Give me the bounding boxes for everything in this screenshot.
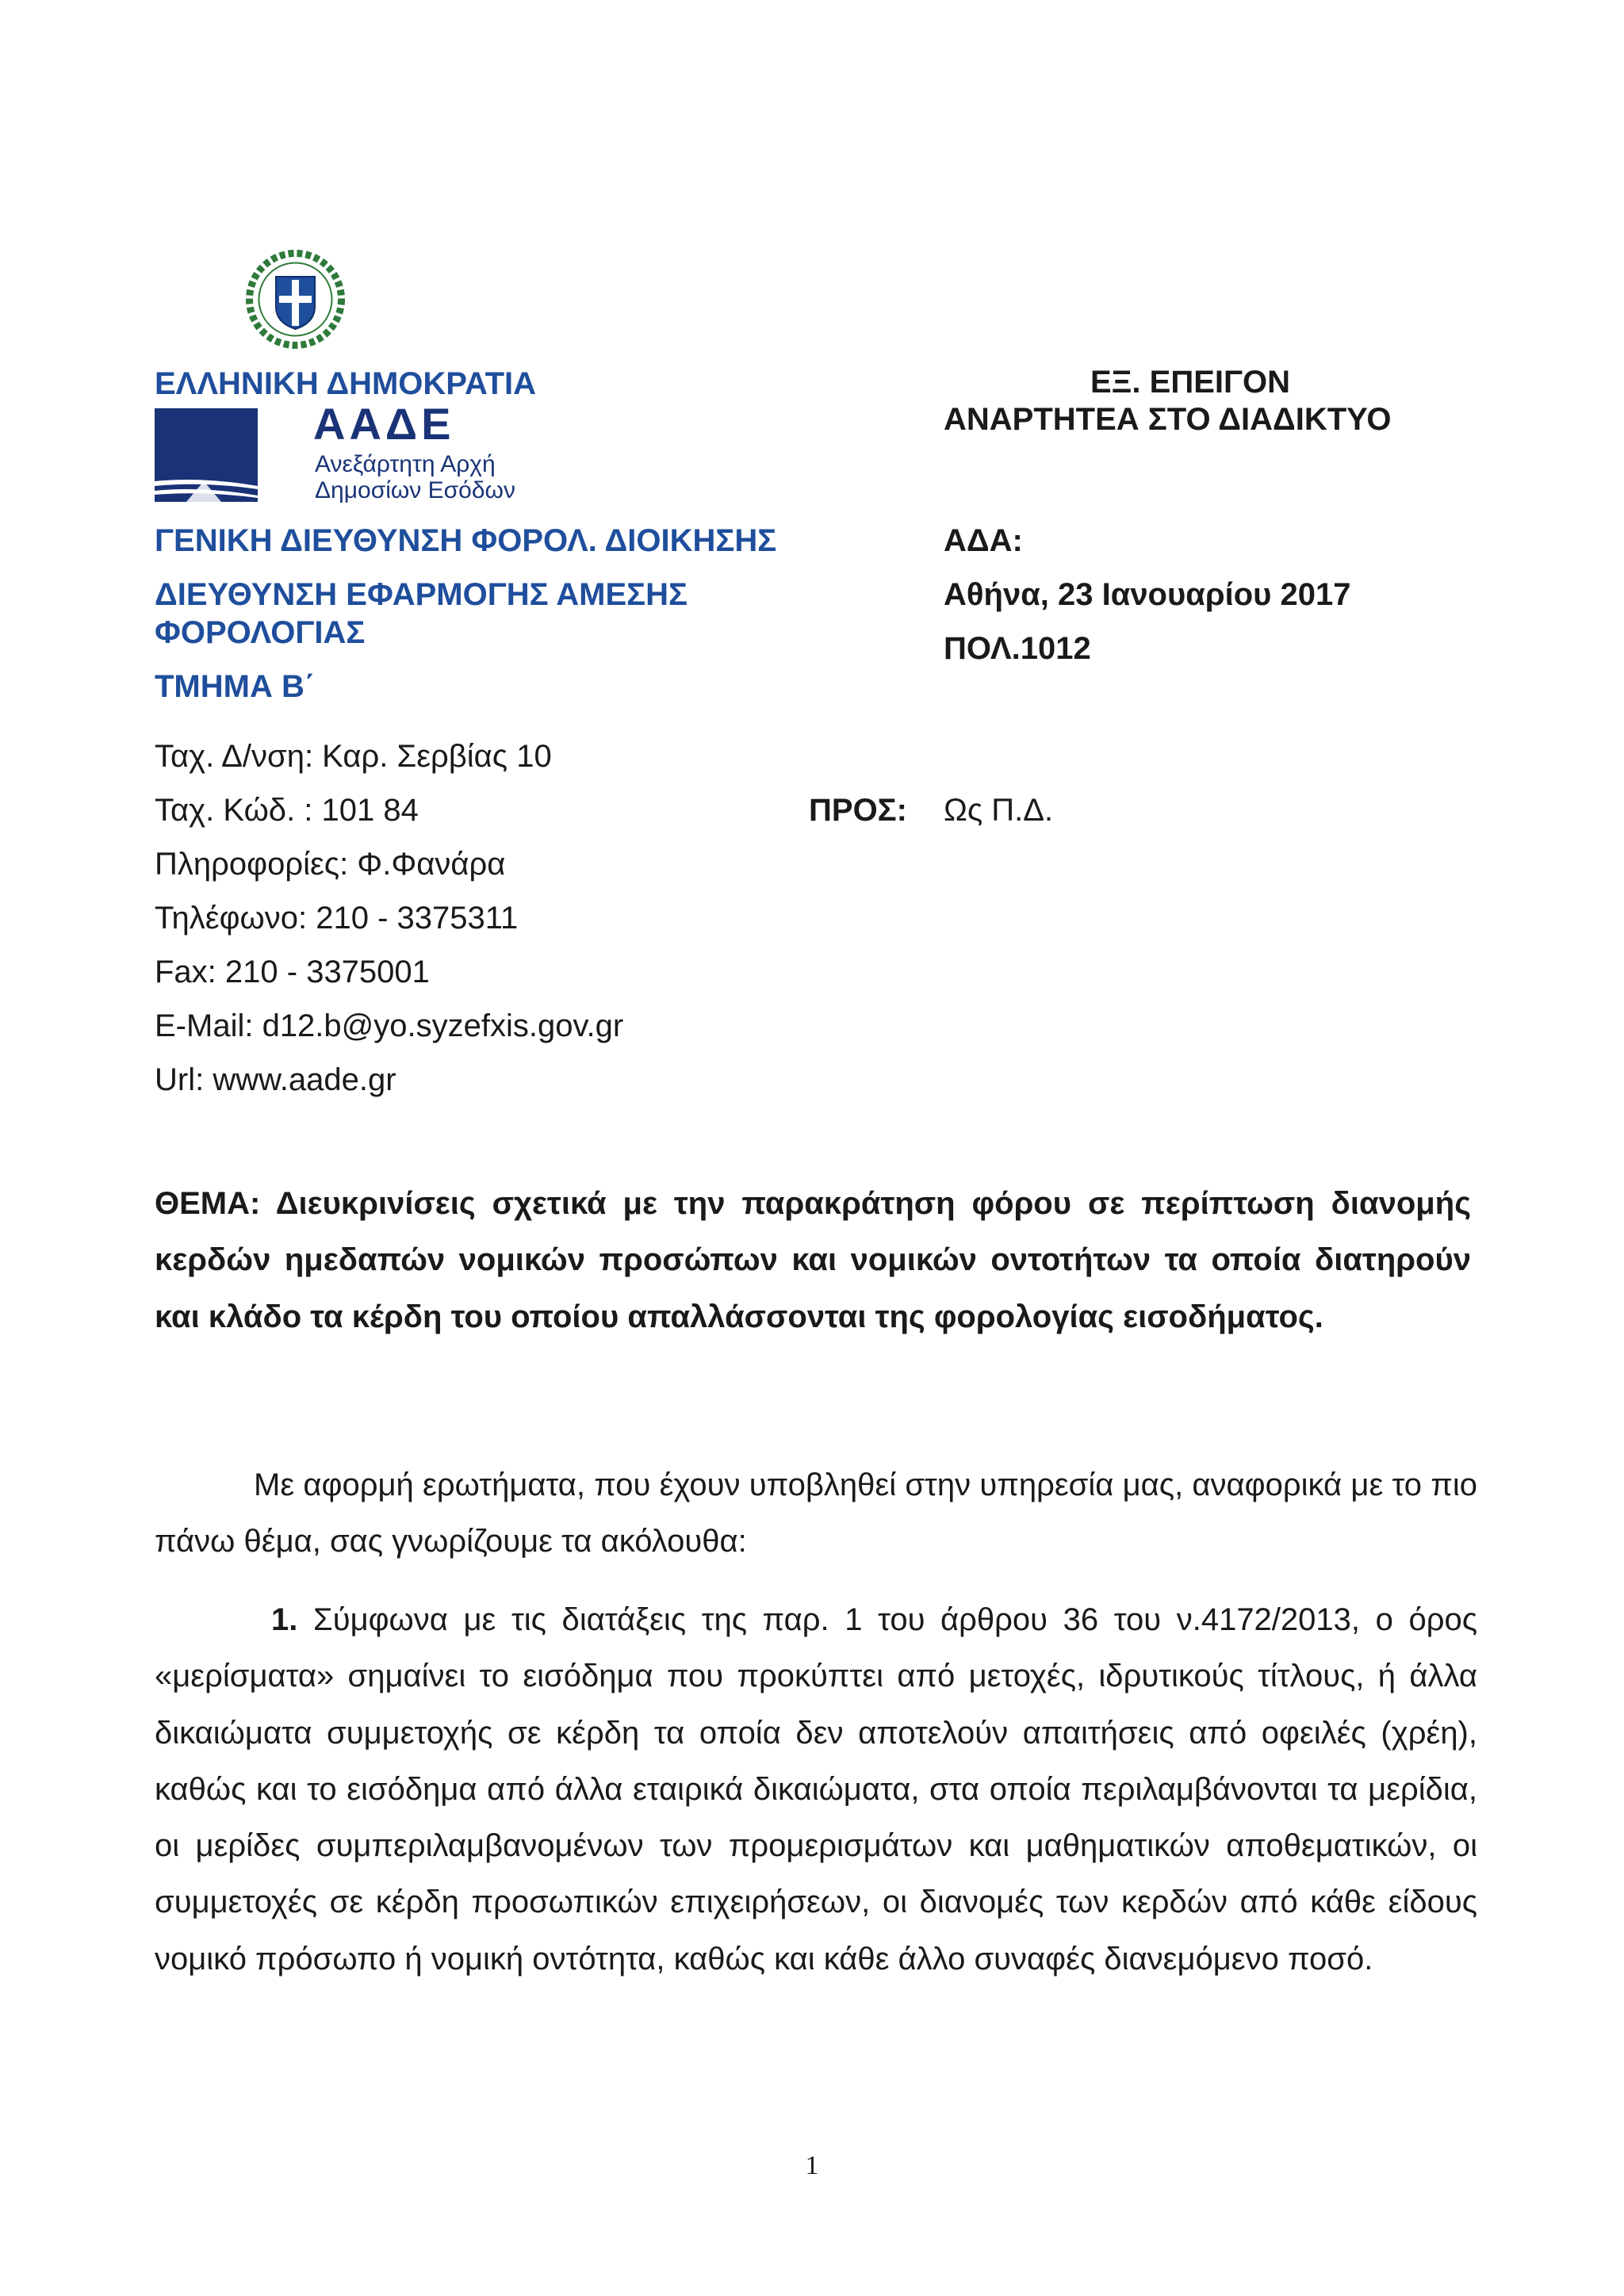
paragraph-item-1 — [155, 1592, 1477, 1988]
reference-number: ΠΟΛ.1012 — [944, 631, 1091, 666]
contact-phone: Τηλέφωνο: 210 - 3375311 — [155, 901, 519, 936]
contact-url: Url: www.aade.gr — [155, 1062, 396, 1097]
agency-short-name: ΑΑΔΕ — [313, 399, 455, 449]
item-number: 1. — [271, 1602, 298, 1637]
agency-full-name-line2: Δημοσίων Εσόδων — [315, 477, 515, 503]
greek-emblem-icon — [246, 250, 345, 349]
aade-logo-icon — [155, 408, 258, 502]
directorate-line2: ΦΟΡΟΛΟΓΙΑΣ — [155, 615, 366, 650]
item-text: Σύμφωνα με τις διατάξεις της παρ. 1 του άρθρου 36 του ν.4172/2013, ο όρος «μερίσματα» σημαίνει το εισόδημα που προκύπτει από μετοχές, ιδρυτικούς τίτλους, ή άλλα δικαιώματα συμμετοχής σε κέρδη τα οποία δεν αποτελούν απαιτήσεις από οφειλές (χρέη), καθώς και το εισόδημα από άλλα εταιρικά δικαιώματα, στα οποία περιλαμβάνονται τα μερίδια, οι μερίδες συμπεριλαμβανομένων των προμερισμάτων και μαθηματικών αποθεματικών, οι συμμετοχές σε κέρδη προσωπικών επιχειρήσεων, οι διανομές των κερδών από κάθε είδους νομικό πρόσωπο ή νομική οντότητα, καθώς και κάθε άλλο συναφές διανεμόμενο ποσό. — [155, 1602, 1477, 1976]
document-subject: ΘΕΜΑ: Διευκρινίσεις σχετικά με την παρακράτηση φόρου σε περίπτωση διανομής κερδών ημεδαπών νομικών προσώπων και νομικών οντοτήτων τα οποία διατηρούν και κλάδο τα κέρδη του οποίου απαλλάσσονται της φορολογίας εισοδήματος. — [155, 1186, 1471, 1334]
publish-label: ΑΝΑΡΤΗΤΕΑ ΣΤΟ ΔΙΑΔΙΚΤΥΟ — [944, 402, 1392, 437]
recipient-value: Ως Π.Δ. — [944, 793, 1054, 828]
directorate-general: ΓΕΝΙΚΗ ΔΙΕΥΘΥΝΣΗ ΦΟΡΟΛ. ΔΙΟΙΚΗΣΗΣ — [155, 523, 777, 558]
agency-full-name-line1: Ανεξάρτητη Αρχή — [315, 451, 496, 477]
contact-address: Ταχ. Δ/νση: Καρ. Σερβίας 10 — [155, 739, 552, 774]
page-number: 1 — [805, 2151, 819, 2180]
contact-email: E-Mail: d12.b@yo.syzefxis.gov.gr — [155, 1008, 624, 1043]
contact-postal-code: Ταχ. Κώδ. : 101 84 — [155, 793, 419, 828]
document-date: Αθήνα, 23 Ιανουαρίου 2017 — [944, 577, 1351, 612]
country-name: ΕΛΛΗΝΙΚΗ ΔΗΜΟΚΡΑΤΙΑ — [155, 366, 536, 401]
urgent-label: ΕΞ. ΕΠΕΙΓΟΝ — [1090, 365, 1291, 400]
ada-label: ΑΔΑ: — [944, 523, 1023, 558]
contact-information: Πληροφορίες: Φ.Φανάρα — [155, 847, 506, 882]
recipient-label: ΠΡΟΣ: — [809, 793, 908, 828]
department: ΤΜΗΜΑ Β΄ — [155, 669, 316, 704]
intro-paragraph: Με αφορμή ερωτήματα, που έχουν υποβληθεί στην υπηρεσία μας, αναφορικά με το πιο πάνω θέμα, σας γνωρίζουμε τα ακόλουθα: — [155, 1468, 1477, 1559]
directorate-line1: ΔΙΕΥΘΥΝΣΗ ΕΦΑΡΜΟΓΗΣ ΑΜΕΣΗΣ — [155, 577, 688, 612]
contact-fax: Fax: 210 - 3375001 — [155, 955, 430, 989]
